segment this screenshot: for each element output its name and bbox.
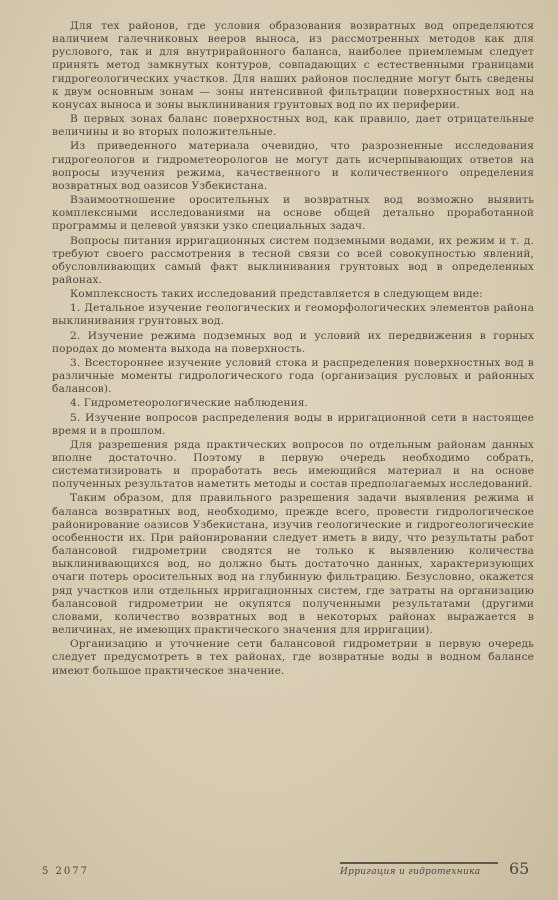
paragraph: Взаимоотношение оросительных и возвратных вод возможно выявить комплексными исследованиями на основе общей детально проработанной программы и целевой увязки узко специальных задач. <box>52 194 534 233</box>
page-footer <box>0 856 558 886</box>
list-item: 3. Всестороннее изучение условий стока и распределения поверхностных вод в различные моменты гидрологического года (организация русловых и районных балансов). <box>52 356 534 396</box>
printer-signature: 5 2077 <box>42 866 89 877</box>
list-item: 2. Изучение режима подземных вод и условий их передвижения в горных породах до момента выхода на поверхность. <box>52 329 534 355</box>
footer-rule <box>340 862 498 864</box>
paragraph: В первых зонах баланс поверхностных вод, как правило, дает отрицательные величины и во вторых положительные. <box>52 113 534 139</box>
page-number: 65 <box>509 859 530 878</box>
paragraph: Для тех районов, где условия образования возвратных вод определяются наличием галечниковых вееров выноса, из рассмотренных методов как для руслового, так и для внутрирайонного баланса, наиболее приемлемым следует принять метод замкнутых контуров, совпадающих с естественными границами гидрогеологических участков. Для наших районов последние могут быть сведены к двум основным зонам — зоны интенсивной фильтрации поверхностных вод на конусах выноса и зоны выклинивания грунтовых вод по их периферии. <box>52 20 534 111</box>
paragraph: Организацию и уточнение сети балансовой гидрометрии в первую очередь следует предусмотреть в тех районах, где возвратные воды в водном балансе имеют большое практическое значение. <box>52 638 534 677</box>
paragraph: Комплексность таких исследований представляется в следующем виде: <box>70 288 483 301</box>
running-title: Ирригация и гидротехника <box>340 867 481 877</box>
paragraph: Для разрешения ряда практических вопросов по отдельным районам данных вполне достаточно. Поэтому в первую очередь необходимо собрать, систематизировать и проработать весь имеющийся материал и на основе полученных результатов наметить методы и состав предполагаемых исследований. <box>52 438 534 491</box>
paragraph: Таким образом, для правильного разрешения задачи выявления режима и баланса возвратных вод, необходимо, прежде всего, провести гидрологическое районирование оазисов Узбекистана, изучив геологические и гидрогеологические особенности их. При районировании следует иметь в виду, что результаты работ балансовой гидрометрии сводятся не только к выявлению количества выклинивающихся вод, но должно быть достаточно данных, характеризующих очаги потерь оросительных вод на глубинную фильтрацию. Безусловно, окажется ряд участков или отдельных ирригационных систем, где затраты на организацию балансовой гидрометрии не окупятся полученными результатами (другими словами, количество возвратных вод в некоторых районах выражается в величинах, не имеющих практического значения для ирригации). <box>52 492 534 637</box>
body-text <box>52 20 534 679</box>
list-item: 4. Гидрометеорологические наблюдения. <box>70 397 309 410</box>
paragraph: Вопросы питания ирригационных систем подземными водами, их режим и т. д. требуют своего рассмотрения в тесной связи со всей совокупностью явлений, обусловливающих самый факт выклинивания грунтовых вод в определенных районах. <box>52 234 534 286</box>
paragraph: Из приведенного материала очевидно, что разрозненные исследования гидрогеологов и гидрометеорологов не могут дать исчерпывающих ответов на вопросы изучения режима, качественного и количественного определения возвратных вод оазисов Узбекистана. <box>52 140 534 192</box>
list-item: 5. Изучение вопросов распределения воды в ирригационной сети в настоящее время и в прошлом. <box>52 411 534 437</box>
list-item: 1. Детальное изучение геологических и геоморфологических элементов района выклинивания грунтовых вод. <box>52 302 534 328</box>
